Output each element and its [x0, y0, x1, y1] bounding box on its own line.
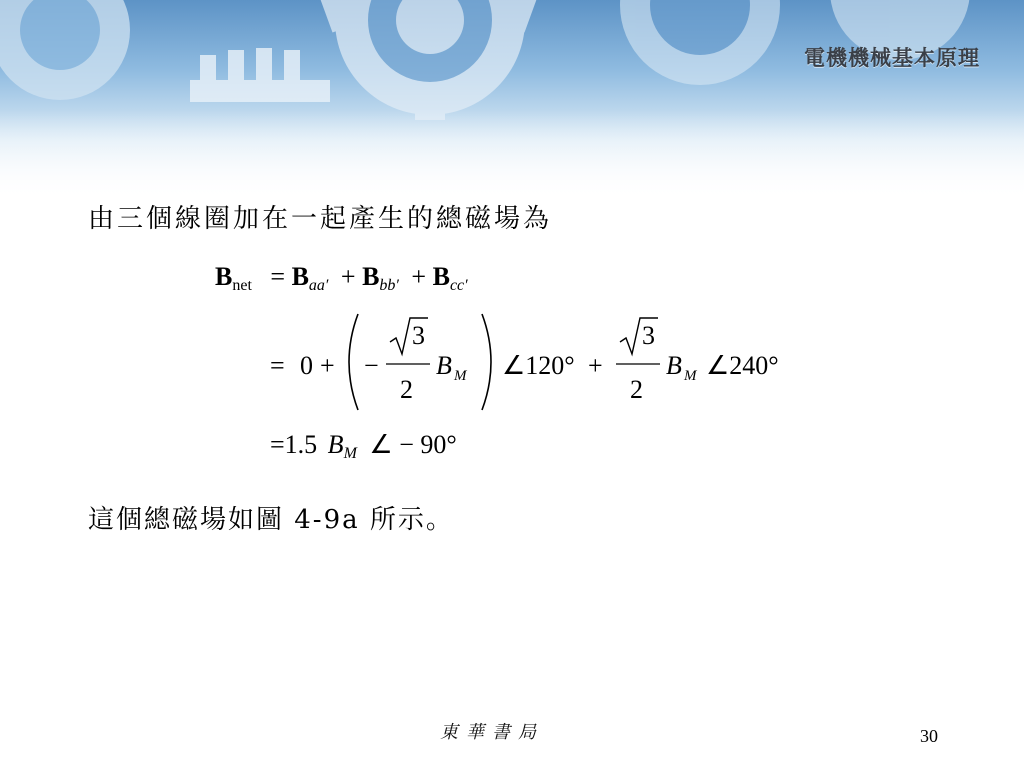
left-parenthesis	[349, 314, 358, 410]
result-value: =1.5	[270, 430, 318, 459]
plus-sign: +	[320, 351, 335, 380]
intro-text: 由三個線圈加在一起產生的總磁場為	[88, 204, 553, 234]
angle-240: ∠240°	[706, 351, 779, 380]
sqrt-value: 3	[412, 321, 425, 350]
equation-line-3	[270, 430, 457, 463]
zero-term: 0	[300, 351, 313, 380]
b-aa-symbol: B	[291, 262, 309, 291]
b-m-symbol: B	[666, 351, 682, 380]
angle-minus-90: ∠ − 90°	[369, 430, 457, 459]
b-bb-subscript: bb′	[379, 277, 399, 294]
b-cc-subscript: cc′	[449, 277, 468, 294]
b-m-subscript: M	[454, 368, 467, 384]
equals-sign: =	[270, 351, 285, 380]
b-bb-symbol: B	[362, 262, 380, 291]
sqrt-value: 3	[642, 321, 655, 350]
plus-sign: +	[411, 262, 427, 291]
equals-sign: =	[270, 262, 286, 291]
denominator: 2	[400, 375, 413, 404]
b-m-symbol: B	[436, 351, 452, 380]
b-m-symbol: B	[327, 430, 344, 459]
closing-text: 這個總磁場如圖 4-9a 所示。	[88, 505, 454, 535]
brand-title: 電機機械基本原理	[804, 46, 980, 70]
right-parenthesis	[482, 314, 491, 410]
b-net-subscript: net	[232, 277, 252, 294]
plus-sign: +	[588, 351, 603, 380]
angle-120: ∠120°	[502, 351, 575, 380]
equation-line-1	[215, 262, 468, 295]
denominator: 2	[630, 375, 643, 404]
publisher-footer: 東華書局	[440, 722, 544, 743]
b-m-subscript: M	[343, 445, 357, 462]
page-number: 30	[920, 726, 938, 746]
b-cc-symbol: B	[432, 262, 450, 291]
equation-line-2	[260, 308, 820, 416]
plus-sign: +	[340, 262, 356, 291]
b-m-subscript: M	[684, 368, 697, 384]
b-net-symbol: B	[215, 262, 233, 291]
b-aa-subscript: aa′	[308, 277, 329, 294]
gear-banner-background	[0, 0, 1024, 200]
minus-sign: −	[364, 351, 379, 380]
